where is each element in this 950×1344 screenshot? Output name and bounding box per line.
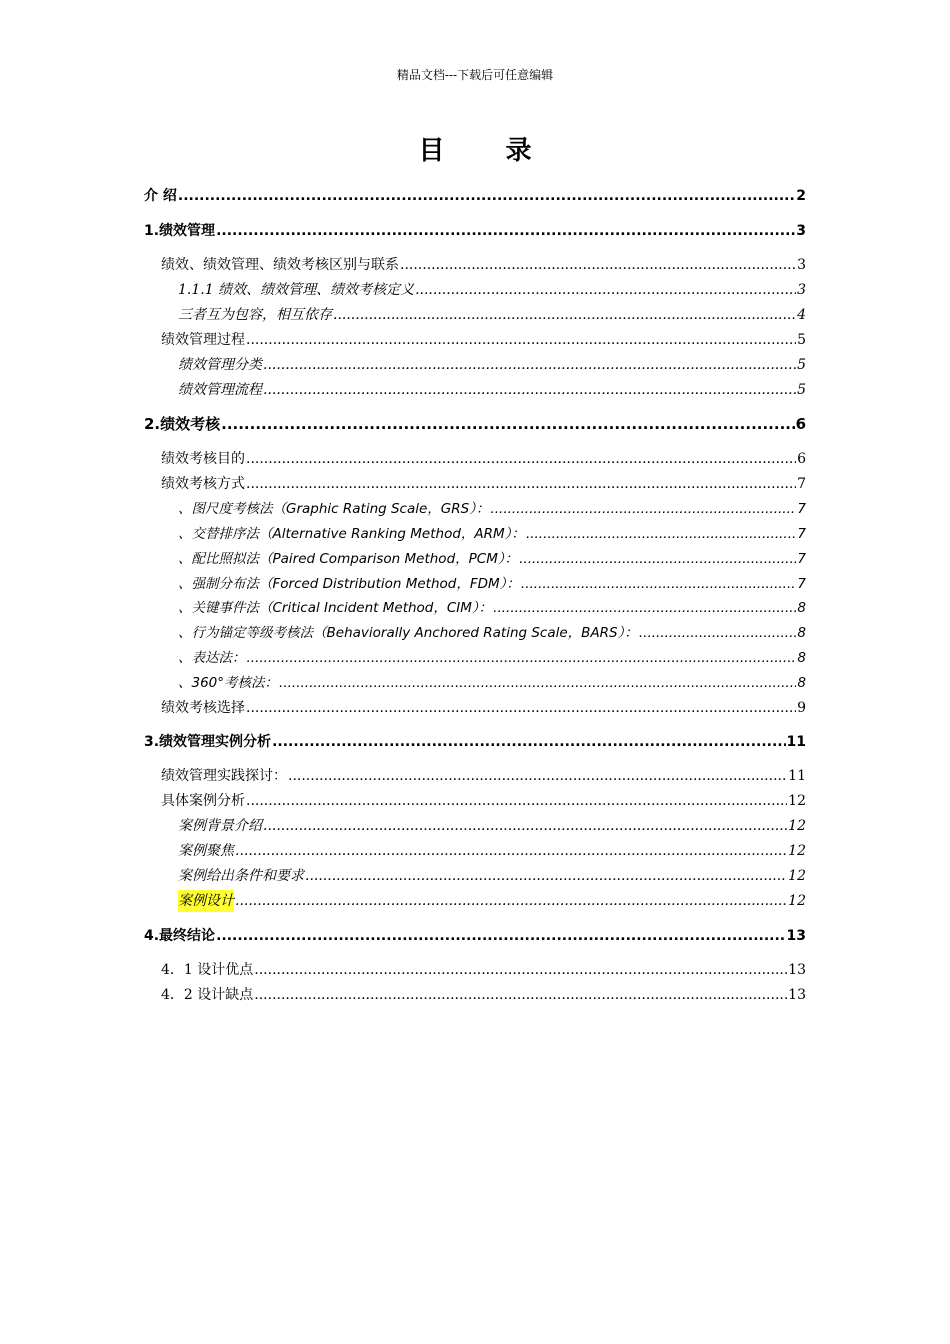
toc-entry-3-2-1[interactable] bbox=[178, 815, 806, 837]
toc-page-number: 12 bbox=[788, 818, 806, 834]
toc-entry-label: 3.绩效管理实例分析 bbox=[144, 734, 272, 750]
toc-entry-label: 绩效管理过程 bbox=[161, 332, 245, 348]
toc-entry-2-2-4[interactable] bbox=[178, 573, 806, 595]
toc-page-number: 12 bbox=[788, 893, 806, 909]
toc-entry-3-2-4[interactable] bbox=[178, 890, 806, 912]
toc-entry-label: 1.绩效管理 bbox=[144, 223, 216, 239]
dot-leader bbox=[254, 984, 787, 1006]
dot-leader bbox=[333, 304, 796, 326]
toc-page-number: 8 bbox=[797, 600, 806, 616]
toc-entry-1-2-1[interactable] bbox=[178, 354, 806, 376]
toc-entry-label: 三者互为包容，相互依存 bbox=[178, 307, 332, 323]
toc-entry-3-2[interactable] bbox=[161, 790, 806, 812]
dot-leader bbox=[254, 959, 787, 981]
toc-page-number: 4 bbox=[797, 307, 806, 323]
dot-leader bbox=[216, 220, 795, 242]
toc-entry-label: 、行为锚定等级考核法（Behaviorally Anchored Rating Scale，BARS）： bbox=[178, 625, 638, 641]
toc-page-number: 8 bbox=[797, 625, 806, 641]
toc-entry-label-highlighted: 案例设计 bbox=[178, 890, 234, 912]
toc-entry-2-3[interactable] bbox=[161, 697, 806, 719]
toc-entry-3-2-3[interactable] bbox=[178, 865, 806, 887]
dot-leader bbox=[221, 413, 794, 435]
toc-entry-label: 具体案例分析 bbox=[161, 793, 245, 809]
dot-leader bbox=[263, 815, 787, 837]
dot-leader bbox=[521, 573, 797, 595]
toc-page-number: 12 bbox=[788, 843, 806, 859]
dot-leader bbox=[263, 379, 796, 401]
toc-entry-label: 绩效管理实践探讨： bbox=[161, 768, 287, 784]
toc-entry-label: 、关键事件法（Critical Incident Method，CIM）： bbox=[178, 600, 493, 616]
dot-leader bbox=[178, 185, 795, 207]
toc-page-number: 3 bbox=[797, 257, 806, 273]
toc-entry-2-2-5[interactable] bbox=[178, 597, 806, 619]
toc-page-number: 6 bbox=[795, 415, 806, 433]
toc-entry-label: 、强制分布法（Forced Distribution Method，FDM）： bbox=[178, 576, 520, 592]
toc-entry-1-2[interactable] bbox=[161, 329, 806, 351]
toc-page-number: 6 bbox=[797, 451, 806, 467]
toc-entry-label: 4．2 设计缺点 bbox=[161, 987, 254, 1003]
toc-entry-label: 绩效考核方式 bbox=[161, 476, 245, 492]
dot-leader bbox=[216, 925, 785, 947]
toc-page-number: 5 bbox=[797, 332, 806, 348]
toc-entry-label: 绩效、绩效管理、绩效考核区别与联系 bbox=[161, 257, 399, 273]
dot-leader bbox=[246, 329, 796, 351]
toc-entry-label: 介 绍 bbox=[144, 188, 177, 204]
toc-page-number: 2 bbox=[796, 188, 806, 204]
toc-page-number: 13 bbox=[788, 987, 806, 1003]
toc-page-number: 13 bbox=[788, 962, 806, 978]
toc-title: 目 录 bbox=[418, 136, 558, 166]
toc-entry-2-1[interactable] bbox=[161, 448, 806, 470]
toc-entry-label: 绩效考核选择 bbox=[161, 700, 245, 716]
toc-entry-2-2-6[interactable] bbox=[178, 622, 806, 644]
toc-entry-label: 案例聚焦 bbox=[178, 843, 234, 859]
dot-leader bbox=[279, 672, 796, 694]
toc-entry-3-2-2[interactable] bbox=[178, 840, 806, 862]
toc-entry-label: 绩效管理分类 bbox=[178, 357, 262, 373]
toc-entry-1-1-1[interactable] bbox=[178, 279, 806, 301]
dot-leader bbox=[493, 597, 796, 619]
toc-entry-2-2-7[interactable] bbox=[178, 647, 806, 669]
toc-page-number: 8 bbox=[797, 675, 806, 691]
dot-leader bbox=[288, 765, 787, 787]
toc-entry-3-1[interactable] bbox=[161, 765, 806, 787]
toc-entry-label: 1.1.1 绩效、绩效管理、绩效考核定义 bbox=[178, 282, 415, 298]
dot-leader bbox=[246, 473, 796, 495]
toc-entry-4-1[interactable] bbox=[161, 959, 806, 981]
toc-entry-label: 、交替排序法（Alternative Ranking Method，ARM）： bbox=[178, 526, 525, 542]
toc-page-number: 3 bbox=[796, 223, 806, 239]
toc-entry-label: 4.最终结论 bbox=[144, 928, 216, 944]
toc-entry-2-2-8[interactable] bbox=[178, 672, 806, 694]
dot-leader bbox=[490, 498, 796, 520]
toc-page-number: 9 bbox=[797, 700, 806, 716]
page-header: 精品文档---下载后可任意编辑 bbox=[396, 68, 554, 82]
dot-leader bbox=[246, 448, 796, 470]
toc-page-number: 7 bbox=[797, 476, 806, 492]
dot-leader bbox=[415, 279, 796, 301]
toc-entry-label: 、配比照拟法（Paired Comparison Method，PCM）： bbox=[178, 551, 519, 567]
toc-page-number: 5 bbox=[797, 357, 806, 373]
toc-entry-4-2[interactable] bbox=[161, 984, 806, 1006]
toc-page-number: 7 bbox=[797, 551, 806, 567]
toc-page-number: 7 bbox=[797, 501, 806, 517]
toc-entry-label: 绩效考核目的 bbox=[161, 451, 245, 467]
toc-entry-section-3[interactable] bbox=[144, 731, 806, 753]
dot-leader bbox=[526, 523, 796, 545]
dot-leader bbox=[263, 354, 796, 376]
dot-leader bbox=[639, 622, 797, 644]
toc-entry-2-2-2[interactable] bbox=[178, 523, 806, 545]
toc-entry-label: 案例给出条件和要求 bbox=[178, 868, 304, 884]
toc-entry-1-1-2[interactable] bbox=[178, 304, 806, 326]
toc-entry-label: 、表达法： bbox=[178, 650, 246, 666]
toc-entry-section-2[interactable] bbox=[144, 413, 806, 435]
toc-entry-label: 案例背景介绍 bbox=[178, 818, 262, 834]
toc-entry-label: 、图尺度考核法（Graphic Rating Scale，GRS）： bbox=[178, 501, 490, 517]
toc-entry-1-1[interactable] bbox=[161, 254, 806, 276]
toc-entry-intro[interactable] bbox=[144, 185, 806, 207]
toc-entry-1-2-2[interactable] bbox=[178, 379, 806, 401]
toc-entry-2-2-1[interactable] bbox=[178, 498, 806, 520]
toc-entry-section-1[interactable] bbox=[144, 220, 806, 242]
toc-entry-2-2-3[interactable] bbox=[178, 548, 806, 570]
toc-entry-label: 2.绩效考核 bbox=[144, 415, 221, 433]
dot-leader bbox=[519, 548, 796, 570]
dot-leader bbox=[305, 865, 787, 887]
toc-page-number: 11 bbox=[788, 768, 806, 784]
dot-leader bbox=[272, 731, 785, 753]
toc-page-number: 8 bbox=[797, 650, 806, 666]
toc-page-number: 12 bbox=[788, 868, 806, 884]
toc-page-number: 12 bbox=[788, 793, 806, 809]
dot-leader bbox=[235, 890, 787, 912]
toc-page-number: 7 bbox=[797, 576, 806, 592]
toc-page-number: 13 bbox=[786, 928, 806, 944]
toc-page-number: 7 bbox=[797, 526, 806, 542]
toc-entry-label: 、360°考核法： bbox=[178, 675, 279, 691]
dot-leader bbox=[235, 840, 787, 862]
dot-leader bbox=[246, 790, 787, 812]
toc-entry-label: 4．1 设计优点 bbox=[161, 962, 254, 978]
dot-leader bbox=[246, 697, 796, 719]
toc-page-number: 11 bbox=[786, 734, 806, 750]
toc-page-number: 5 bbox=[797, 382, 806, 398]
toc-page-number: 3 bbox=[797, 282, 806, 298]
dot-leader bbox=[400, 254, 796, 276]
dot-leader bbox=[247, 647, 797, 669]
toc-entry-section-4[interactable] bbox=[144, 925, 806, 947]
toc-entry-2-2[interactable] bbox=[161, 473, 806, 495]
toc-entry-label: 绩效管理流程 bbox=[178, 382, 262, 398]
